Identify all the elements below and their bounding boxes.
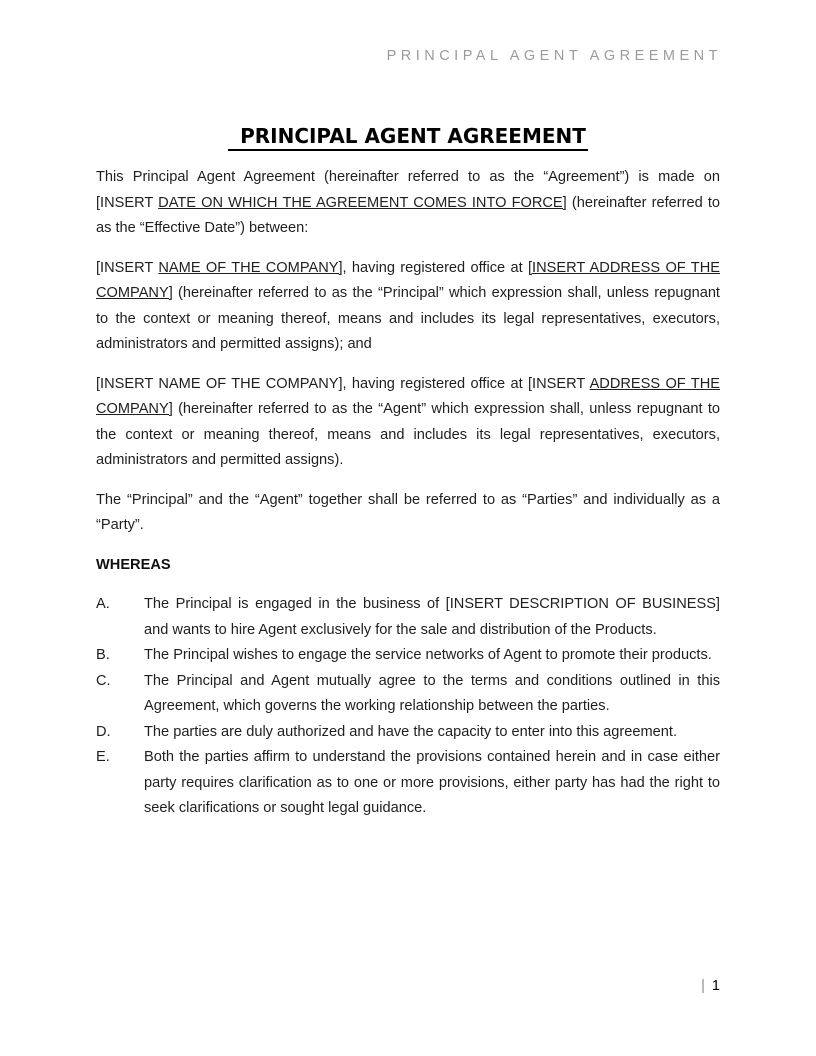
recital-letter: D. xyxy=(96,723,111,740)
recital-text: The Principal is engaged in the business of [INSERT DESCRIPTION OF BUSINESS] and wants to hire Agent exclusively for the sale and distribution of the Products. xyxy=(144,596,720,638)
paragraph-parties-definition: The “Principal” and the “Agent” together shall be referred to as “Parties” and individually as a “Party”. xyxy=(96,491,720,533)
recital-text: The parties are duly authorized and have the capacity to enter into this agreement. xyxy=(144,723,677,740)
footer-page-number: 1 xyxy=(711,978,720,994)
recital-letter: B. xyxy=(96,647,110,663)
recital-item-e xyxy=(96,745,720,822)
recital-text: The Principal and Agent mutually agree to the terms and conditions outlined in this Agreement, which governs the working relationship between the parties. xyxy=(144,672,720,714)
recital-item-b xyxy=(96,643,720,669)
recital-item-c xyxy=(96,669,720,720)
recital-text: The Principal wishes to engage the service networks of Agent to promote their products. xyxy=(144,647,712,663)
paragraph-principal-party: [INSERT NAME OF THE COMPANY], having registered office at [INSERT ADDRESS OF THE COMPANY] (hereinafter referred to as the “Principal” which expression shall, unless repugnant to the context or meaning thereof, means and includes its legal representatives, executors, administrators and permitted assigns); and xyxy=(96,259,720,352)
recitals-list xyxy=(96,592,720,822)
paragraph-agent-party: [INSERT NAME OF THE COMPANY], having registered office at [INSERT ADDRESS OF THE COMPANY] (hereinafter referred to as the “Agent” which expression shall, unless repugnant to the context or meaning thereof, means and includes its legal representatives, executors, administrators and permitted assigns). xyxy=(96,375,720,468)
header-title: PRINCIPAL AGENT AGREEMENT xyxy=(386,48,722,64)
recital-item-d xyxy=(96,720,720,746)
document-title-text: PRINCIPAL AGENT AGREEMENT xyxy=(228,124,588,151)
recital-letter: C. xyxy=(96,672,111,689)
whereas-heading: WHEREAS xyxy=(96,556,171,573)
document-body xyxy=(96,0,720,822)
recital-letter: A. xyxy=(96,596,110,612)
footer-separator: | xyxy=(701,978,705,994)
page-footer xyxy=(701,978,720,994)
recital-letter: E. xyxy=(96,749,110,765)
recital-item-a xyxy=(96,592,720,643)
paragraph-intro: This Principal Agent Agreement (hereinafter referred to as the “Agreement”) is made on [INSERT DATE ON WHICH THE AGREEMENT COMES INTO FORCE] (hereinafter referred to as the “Effective Date”) between: xyxy=(96,169,720,236)
document-title xyxy=(96,124,720,151)
recital-text: Both the parties affirm to understand the provisions contained herein and in case either party requires clarification as to one or more provisions, either party has had the right to seek clarifications or sought legal guidance. xyxy=(144,749,720,816)
